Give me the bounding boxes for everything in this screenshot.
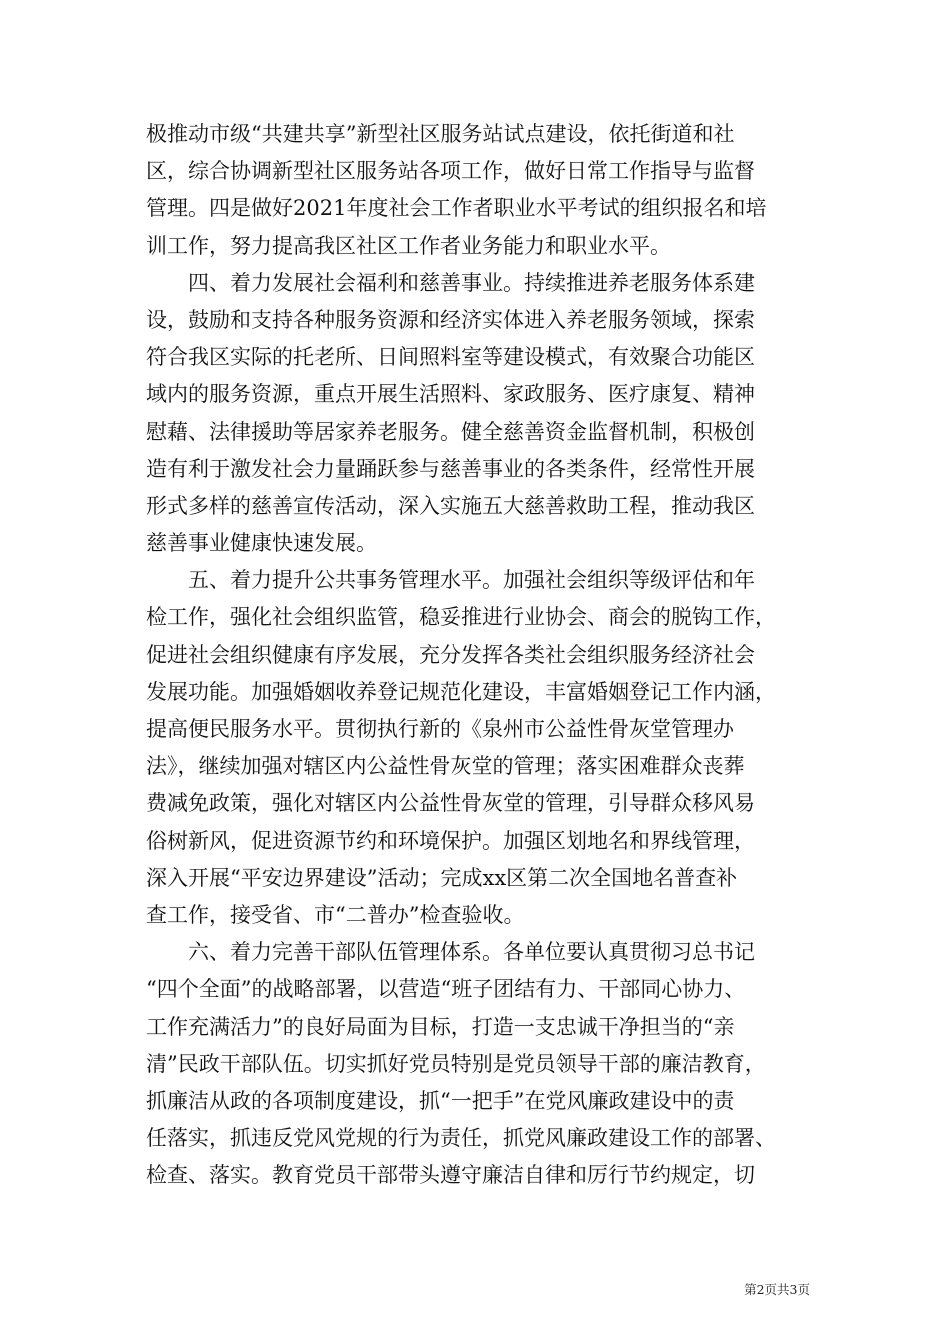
document-body	[146, 116, 818, 1194]
text-line: 区，综合协调新型社区服务站各项工作，做好日常工作指导与监督	[146, 159, 755, 184]
text-line: 造有利于激发社会力量踊跃参与慈善事业的各类条件，经常性开展	[146, 456, 755, 481]
text-line: 抓廉洁从政的各项制度建设，抓“一把手”在党风廉政建设中的责	[146, 1088, 735, 1113]
text-line: 六、着力完善干部队伍管理体系。各单位要认真贯彻习总书记	[146, 940, 755, 965]
text-line: 形式多样的慈善宣传活动，深入实施五大慈善救助工程，推动我区	[146, 493, 755, 518]
text-line: 深入开展“平安边界建设”活动；完成xx区第二次全国地名普查补	[146, 865, 738, 890]
page-number: 第2页共3页	[744, 1282, 810, 1297]
text-line: 慈善事业健康快速发展。	[146, 531, 377, 556]
text-line: 清”民政干部队伍。切实抓好党员特别是党员领导干部的廉洁教育，	[146, 1051, 766, 1076]
text-line: 任落实，抓违反党风党规的行为责任，抓党风廉政建设工作的部署、	[146, 1126, 776, 1151]
text-line: 管理。四是做好2021年度社会工作者职业水平考试的组织报名和培	[146, 196, 767, 221]
text-line: 查工作，接受省、市“二普办”检查验收。	[146, 902, 525, 927]
text-line: 检工作，强化社会组织监管，稳妥推进行业协会、商会的脱钩工作，	[146, 605, 776, 630]
text-line: 费减免政策，强化对辖区内公益性骨灰堂的管理，引导群众移风易	[146, 791, 755, 816]
text-line: 提高便民服务水平。贯彻执行新的《泉州市公益性骨灰堂管理办	[146, 717, 734, 741]
text-line: 检查、落实。教育党员干部带头遵守廉洁自律和厉行节约规定，切	[146, 1163, 755, 1188]
text-line: 符合我区实际的托老所、日间照料室等建设模式，有效聚合功能区	[146, 345, 755, 370]
text-line: 训工作，努力提高我区社区工作者业务能力和职业水平。	[146, 233, 671, 258]
text-line: 工作充满活力”的良好局面为目标，打造一支忠诚干净担当的“亲	[146, 1014, 735, 1039]
text-line: “四个全面”的战略部署，以营造“班子团结有力、干部同心协力、	[146, 977, 746, 1002]
text-line: 慰藉、法律援助等居家养老服务。健全慈善资金监督机制，积极创	[146, 419, 755, 444]
text-line: 俗树新风，促进资源节约和环境保护。加强区划地名和界线管理，	[146, 828, 755, 853]
text-line: 法》，继续加强对辖区内公益性骨灰堂的管理；落实困难群众丧葬	[146, 754, 745, 779]
text-line: 设，鼓励和支持各种服务资源和经济实体进入养老服务领域，探索	[146, 307, 755, 332]
text-line: 四、着力发展社会福利和慈善事业。持续推进养老服务体系建	[146, 270, 755, 295]
text-line: 发展功能。加强婚姻收养登记规范化建设，丰富婚姻登记工作内涵，	[146, 679, 776, 704]
text-line: 域内的服务资源，重点开展生活照料、家政服务、医疗康复、精神	[146, 382, 755, 407]
text-line: 促进社会组织健康有序发展，充分发挥各类社会组织服务经济社会	[146, 642, 755, 667]
text-line: 极推动市级“共建共享”新型社区服务站试点建设，依托街道和社	[146, 122, 735, 146]
text-line: 五、着力提升公共事务管理水平。加强社会组织等级评估和年	[146, 568, 755, 593]
